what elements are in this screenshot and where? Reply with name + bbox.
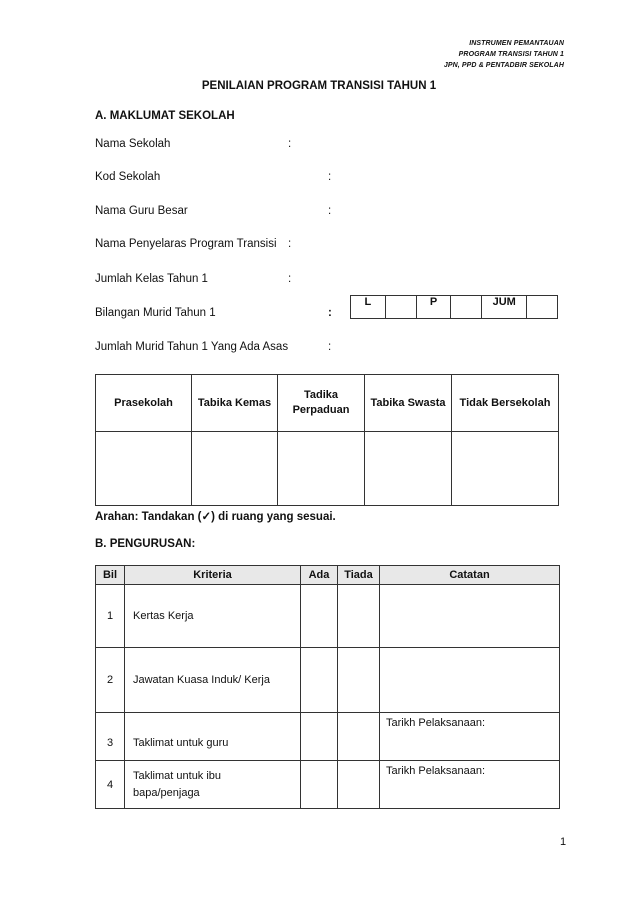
row-ada-cell[interactable] [301,585,338,648]
table-row [96,713,560,761]
row-bil: 4 [96,761,125,809]
field-colon: : [288,138,292,150]
col-header-ada: Ada [301,566,338,585]
page-title: PENILAIAN PROGRAM TRANSISI TAHUN 1 [201,80,437,92]
field-label-jumlah-kelas: Jumlah Kelas Tahun 1 [95,273,208,285]
row-catatan[interactable] [380,648,560,713]
row-tiada-cell[interactable] [338,585,380,648]
row-bil: 3 [96,713,125,761]
gender-jum-label: JUM [482,296,527,319]
row-kriteria: Kertas Kerja [125,585,301,648]
row-ada-cell[interactable] [301,713,338,761]
field-label-nama-penyelaras: Nama Penyelaras Program Transisi [95,238,277,250]
page-number: 1 [560,836,567,848]
row-tiada-cell[interactable] [338,761,380,809]
field-label-kod-sekolah: Kod Sekolah [95,171,161,183]
preschool-header-tidak-bersekolah: Tidak Bersekolah [452,375,559,432]
preschool-header-prasekolah: Prasekolah [96,375,192,432]
gender-p-value-cell[interactable] [451,296,482,319]
preschool-cell[interactable] [192,432,278,506]
header-line-3: JPN, PPD & PENTADBIR SEKOLAH [443,62,564,69]
gender-p-label: P [416,296,451,319]
preschool-header-tabika-swasta: Tabika Swasta [365,375,452,432]
col-header-tiada: Tiada [338,566,380,585]
field-label-murid-ada-asas: Jumlah Murid Tahun 1 Yang Ada Asas [95,341,289,353]
preschool-cell[interactable] [452,432,559,506]
preschool-header-tadika-perpaduan: Tadika Perpaduan [278,375,365,432]
instruction-text: Arahan: Tandakan (✓) di ruang yang sesuai. [95,511,336,523]
col-header-catatan: Catatan [380,566,560,585]
preschool-cell[interactable] [96,432,192,506]
row-tiada-cell[interactable] [338,713,380,761]
preschool-header-tabika-kemas: Tabika Kemas [192,375,278,432]
col-header-kriteria: Kriteria [125,566,301,585]
field-colon: : [328,341,332,353]
row-tiada-cell[interactable] [338,648,380,713]
field-colon: : [328,205,332,217]
preschool-cell[interactable] [365,432,452,506]
col-header-bil: Bil [96,566,125,585]
row-catatan[interactable]: Tarikh Pelaksanaan: [380,713,560,761]
gender-l-value-cell[interactable] [385,296,416,319]
field-colon: : [288,273,292,285]
row-kriteria: Jawatan Kuasa Induk/ Kerja [125,648,301,713]
field-label-nama-sekolah: Nama Sekolah [95,138,171,150]
row-ada-cell[interactable] [301,648,338,713]
row-kriteria: Taklimat untuk ibu bapa/penjaga [125,761,301,809]
gender-l-label: L [351,296,386,319]
row-kriteria: Taklimat untuk guru [125,713,301,761]
field-label-nama-guru-besar: Nama Guru Besar [95,205,188,217]
header-line-1: INSTRUMEN PEMANTAUAN [469,40,564,47]
table-row [96,648,560,713]
row-catatan[interactable] [380,585,560,648]
table-row [96,761,560,809]
table-row [96,585,560,648]
header-line-2: PROGRAM TRANSISI TAHUN 1 [458,51,564,58]
field-label-bilangan-murid: Bilangan Murid Tahun 1 [95,307,216,319]
row-bil: 2 [96,648,125,713]
field-colon: : [328,307,332,319]
preschool-cell[interactable] [278,432,365,506]
row-ada-cell[interactable] [301,761,338,809]
pengurusan-table [95,565,560,809]
field-colon: : [288,238,292,250]
gender-count-box [350,295,558,319]
gender-jum-value-cell[interactable] [527,296,558,319]
preschool-table [95,374,559,506]
section-a-heading: A. MAKLUMAT SEKOLAH [95,110,235,122]
field-colon: : [328,171,332,183]
row-bil: 1 [96,585,125,648]
section-b-heading: B. PENGURUSAN: [95,538,196,550]
row-catatan[interactable]: Tarikh Pelaksanaan: [380,761,560,809]
